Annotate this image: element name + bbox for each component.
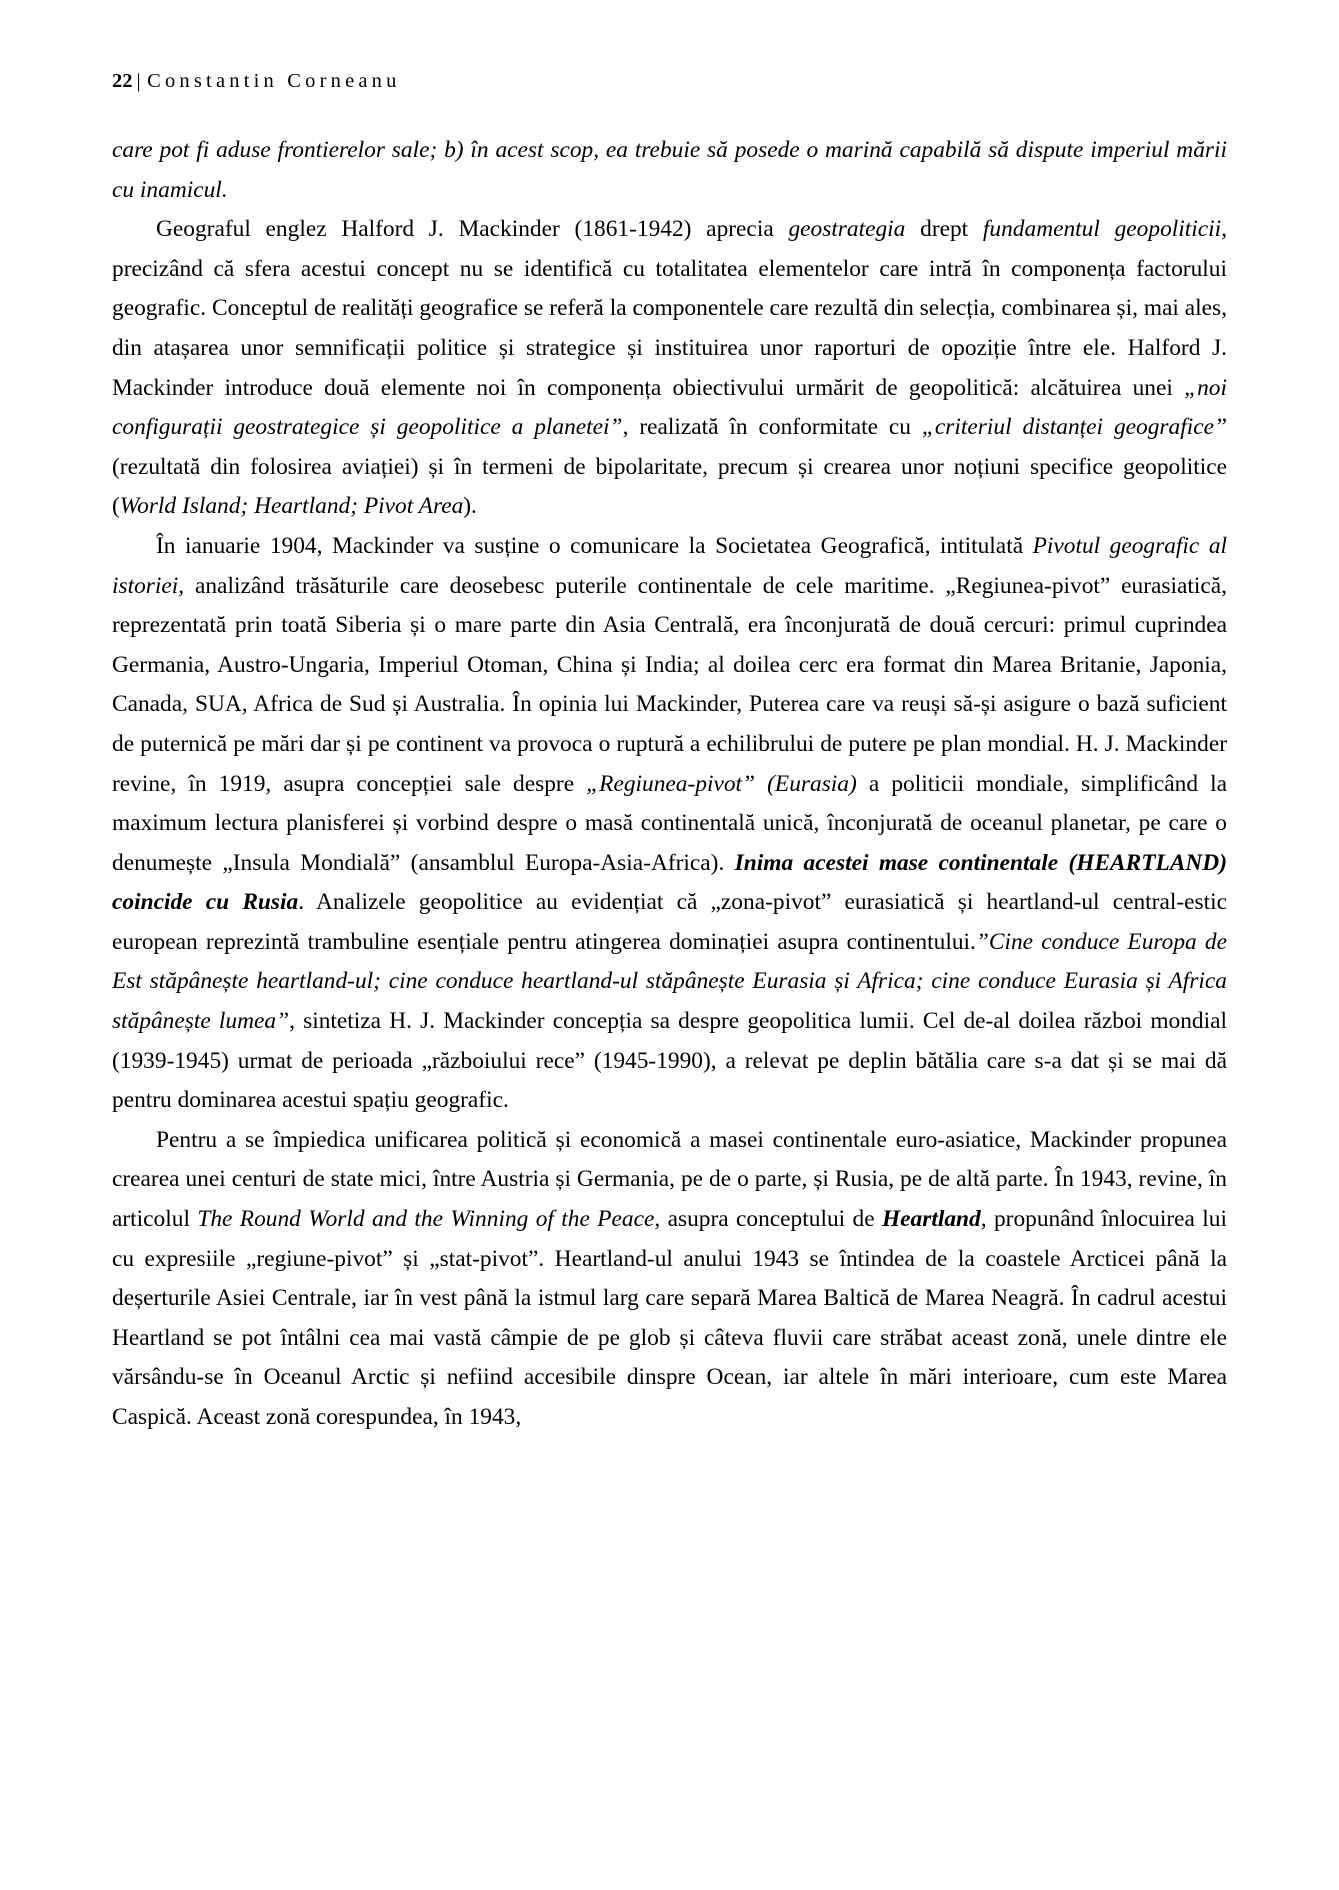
paragraph-round-world [112, 1121, 1227, 1438]
emphasis-heartland: Heartland [881, 1206, 981, 1233]
paragraph-continuation [112, 131, 1227, 210]
quote-cine-conduce: ”Cine conduce Europa de Est stăpânește heartland-ul; cine conduce heartland-ul stăpânește Eurasia și Africa; cine conduce Eurasia și Africa stăpânește lumea” [112, 928, 1227, 1035]
paragraph-pivot-area [112, 527, 1227, 1121]
paragraph-text: Geograful englez Halford J. Mackinder (1861-1942) aprecia [156, 216, 789, 243]
paragraph-text: , precizând că sfera acestui concept nu se identifică cu totalitatea elementelor care intră în componența factorului geografic. Conceptul de realități geografice se referă la componentele care rezultă din selecția, combinarea și, mai ales, din atașarea unor semnificații politice și strategice și instituirea unor raporturi de opoziție între ele. Halford J. Mackinder introduce două elemente noi în componența obiectivului urmărit de geopolitică: alcătuirea unei [112, 216, 1227, 401]
header-author: Constantin Corneanu [147, 70, 401, 92]
paragraph-text: . Analizele geopolitice au evidențiat că „zona-pivot” eurasiatică și heartland-ul central-estic european reprezintă trambuline esențiale pentru atingerea dominației asupra continentului. [112, 889, 1227, 955]
page-body [112, 131, 1227, 1438]
paragraph-text: asupra conceptului de [660, 1206, 882, 1233]
emphasis-geostrategia: geostrategia [788, 216, 906, 243]
paragraph-text: , sintetiza H. J. Mackinder concepția sa despre geopolitica lumii. Cel de-al doilea război mondial (1939-1945) urmat de perioada „războiului rece” (1945-1990), a relevat pe deplin bătălia care s-a dat și se mai dă pentru dominarea acestui spațiu geografic. [112, 1008, 1227, 1114]
paragraph-text: ). [463, 493, 477, 520]
paragraph-text: care pot fi aduse frontierelor sale; b) în acest scop, ea trebuie să posede o marină capabilă să dispute imperiul mării cu inamicul. [112, 137, 1227, 203]
emphasis-fundamentul-geopoliticii: fundamentul geopoliticii [982, 216, 1222, 243]
emphasis-pivotul-geografic: Pivotul geografic al istoriei, [112, 532, 1228, 599]
quote-noi-configuratii: „noi configurații geostrategice și geopolitice a planetei” [112, 374, 1227, 441]
paragraph-text: , propunând înlocuirea lui cu expresiile „regiune-pivot” și „stat-pivot”. Heartland-ul anului 1943 se întindea de la coastele Arcticei până la deșerturile Asiei Centrale, iar în vest până la istmul larg care separă Marea Baltică de Marea Neagră. În cadrul acestui Heartland se pot întâlni cea mai vastă câmpie de pe glob și câteva fluvii care străbat aceast zonă, unele dintre ele vărsându-se în Oceanul Arctic și nefiind accesibile dinspre Ocean, iar altele în mări interioare, cum este Marea Caspică. Aceast zonă corespundea, în 1943, [112, 1206, 1227, 1430]
header-separator: | [136, 70, 142, 92]
emphasis-world-island: World Island; Heartland; Pivot Area [119, 493, 464, 520]
paragraph-text: drept [905, 216, 983, 243]
emphasis-regiunea-pivot: „Regiunea-pivot” (Eurasia) [586, 770, 857, 797]
emphasis-heartland-rusia: Inima acestei mase continentale (HEARTLAND) coincide cu Rusia [112, 849, 1227, 916]
paragraph-mackinder-geostrategy [112, 210, 1227, 527]
paragraph-text: a politicii mondiale, simplificând la maximum lectura planisferei și vorbind despre o masă continentală unică, înconjurată de oceanul planetar, pe care o denumește „Insula Mondială” (ansamblul Europa-Asia-Africa). [112, 770, 1227, 876]
emphasis-round-world-title: The Round World and the Winning of the Peace, [197, 1206, 661, 1233]
paragraph-text: , realizată în conformitate cu [622, 414, 922, 441]
paragraph-text: analizând trăsăturile care deosebesc puterile continentale de cele maritime. „Regiunea-pivot” eurasiatică, reprezentată prin toată Siberia și o mare parte din Asia Centrală, era înconjurată de două cercuri: primul cuprindea Germania, Austro-Ungaria, Imperiul Otoman, China și India; al doilea cerc era format din Marea Britanie, Japonia, Canada, SUA, Africa de Sud și Australia. În opinia lui Mackinder, Puterea care va reuși să-și asigure o bază suficient de puternică pe mări dar și pe continent va provoca o ruptură a echilibrului de putere pe plan mondial. H. J. Mackinder revine, în 1919, asupra concepției sale despre [112, 572, 1227, 797]
page-number: 22 [112, 70, 133, 92]
paragraph-text: (rezultată din folosirea aviației) și în termeni de bipolaritate, precum și crearea unor noțiuni specifice geopolitice ( [112, 453, 1227, 520]
paragraph-text: Pentru a se împiedica unificarea politică și economică a masei continentale euro-asiatice, Mackinder propunea crearea unei centuri de state mici, între Austria și Germania, pe de o parte, și Rusia, pe de altă parte. În 1943, revine, în articolul [112, 1126, 1227, 1233]
page-header [112, 70, 1227, 93]
quote-criteriul-distantei: „criteriul distanței geografice” [921, 414, 1227, 441]
paragraph-text: În ianuarie 1904, Mackinder va susține o comunicare la Societatea Geografică, intitulată [156, 532, 1033, 559]
